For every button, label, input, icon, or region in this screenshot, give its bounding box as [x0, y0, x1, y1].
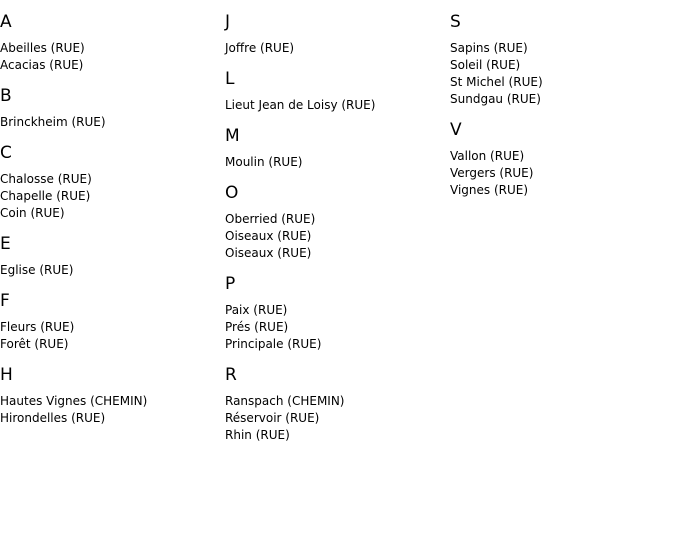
- list-item: [450, 40, 670, 57]
- street-list: [225, 154, 445, 171]
- street-link[interactable]: Prés (RUE): [225, 320, 289, 334]
- letter-heading: F: [0, 291, 10, 311]
- letter-group-f: [0, 289, 220, 353]
- street-link[interactable]: Réservoir (RUE): [225, 411, 320, 425]
- letter-group-c: [0, 141, 220, 222]
- street-link[interactable]: Abeilles (RUE): [0, 41, 85, 55]
- street-link[interactable]: Vergers (RUE): [450, 166, 534, 180]
- letter-heading: L: [225, 69, 235, 89]
- street-list: [0, 262, 220, 279]
- street-link[interactable]: Paix (RUE): [225, 303, 288, 317]
- letter-heading: S: [450, 12, 461, 32]
- street-list: [0, 114, 220, 131]
- list-item: [225, 336, 445, 353]
- list-item: [0, 188, 220, 205]
- list-item: [225, 319, 445, 336]
- street-list: [450, 40, 670, 108]
- list-item: [0, 319, 220, 336]
- street-list: [0, 40, 220, 74]
- list-item: [225, 245, 445, 262]
- street-link[interactable]: Hirondelles (RUE): [0, 411, 106, 425]
- street-link[interactable]: Sapins (RUE): [450, 41, 528, 55]
- street-link[interactable]: Oiseaux (RUE): [225, 229, 312, 243]
- street-list: [0, 393, 220, 427]
- list-item: [450, 182, 670, 199]
- index-column-1: [0, 10, 220, 437]
- list-item: [0, 114, 220, 131]
- letter-heading: M: [225, 126, 240, 146]
- street-link[interactable]: Moulin (RUE): [225, 155, 303, 169]
- street-link[interactable]: Fleurs (RUE): [0, 320, 75, 334]
- list-item: [225, 40, 445, 57]
- street-list: [0, 171, 220, 222]
- street-link[interactable]: Eglise (RUE): [0, 263, 74, 277]
- letter-group-m: [225, 124, 445, 171]
- letter-heading: E: [0, 234, 11, 254]
- street-link[interactable]: Acacias (RUE): [0, 58, 84, 72]
- street-link[interactable]: Joffre (RUE): [225, 41, 295, 55]
- list-item: [225, 302, 445, 319]
- letter-group-p: [225, 272, 445, 353]
- list-item: [0, 171, 220, 188]
- letter-heading: J: [225, 12, 231, 32]
- list-item: [225, 228, 445, 245]
- list-item: [0, 205, 220, 222]
- street-link[interactable]: Hautes Vignes (CHEMIN): [0, 394, 148, 408]
- street-list: [225, 40, 445, 57]
- list-item: [0, 40, 220, 57]
- street-link[interactable]: Brinckheim (RUE): [0, 115, 106, 129]
- list-item: [0, 393, 220, 410]
- street-list: [0, 319, 220, 353]
- letter-group-b: [0, 84, 220, 131]
- letter-heading: R: [225, 365, 237, 385]
- letter-group-l: [225, 67, 445, 114]
- list-item: [225, 427, 445, 444]
- letter-heading: P: [225, 274, 236, 294]
- letter-heading: A: [0, 12, 12, 32]
- street-link[interactable]: Principale (RUE): [225, 337, 322, 351]
- list-item: [450, 91, 670, 108]
- letter-heading: V: [450, 120, 462, 140]
- letter-group-a: [0, 10, 220, 74]
- street-link[interactable]: Coin (RUE): [0, 206, 65, 220]
- list-item: [450, 148, 670, 165]
- street-list: [450, 148, 670, 199]
- list-item: [0, 57, 220, 74]
- list-item: [450, 74, 670, 91]
- street-link[interactable]: St Michel (RUE): [450, 75, 543, 89]
- street-link[interactable]: Oberried (RUE): [225, 212, 316, 226]
- letter-group-o: [225, 181, 445, 262]
- street-link[interactable]: Lieut Jean de Loisy (RUE): [225, 98, 376, 112]
- list-item: [225, 410, 445, 427]
- list-item: [225, 154, 445, 171]
- street-list: [225, 97, 445, 114]
- index-column-3: [450, 10, 670, 209]
- list-item: [0, 336, 220, 353]
- list-item: [450, 57, 670, 74]
- street-link[interactable]: Chapelle (RUE): [0, 189, 91, 203]
- street-list: [225, 393, 445, 444]
- list-item: [450, 165, 670, 182]
- letter-group-e: [0, 232, 220, 279]
- letter-group-h: [0, 363, 220, 427]
- list-item: [225, 393, 445, 410]
- street-link[interactable]: Chalosse (RUE): [0, 172, 92, 186]
- street-list: [225, 211, 445, 262]
- letter-heading: H: [0, 365, 13, 385]
- index-column-2: [225, 10, 445, 454]
- street-link[interactable]: Ranspach (CHEMIN): [225, 394, 345, 408]
- street-list: [225, 302, 445, 353]
- letter-heading: O: [225, 183, 239, 203]
- list-item: [225, 97, 445, 114]
- letter-group-s: [450, 10, 670, 108]
- street-link[interactable]: Vignes (RUE): [450, 183, 529, 197]
- street-link[interactable]: Soleil (RUE): [450, 58, 521, 72]
- list-item: [0, 262, 220, 279]
- letter-group-v: [450, 118, 670, 199]
- street-link[interactable]: Forêt (RUE): [0, 337, 69, 351]
- letter-group-j: [225, 10, 445, 57]
- street-link[interactable]: Vallon (RUE): [450, 149, 525, 163]
- list-item: [225, 211, 445, 228]
- street-link[interactable]: Sundgau (RUE): [450, 92, 541, 106]
- letter-heading: C: [0, 143, 12, 163]
- letter-heading: B: [0, 86, 12, 106]
- list-item: [0, 410, 220, 427]
- street-link[interactable]: Rhin (RUE): [225, 428, 290, 442]
- letter-group-r: [225, 363, 445, 444]
- street-link[interactable]: Oiseaux (RUE): [225, 246, 312, 260]
